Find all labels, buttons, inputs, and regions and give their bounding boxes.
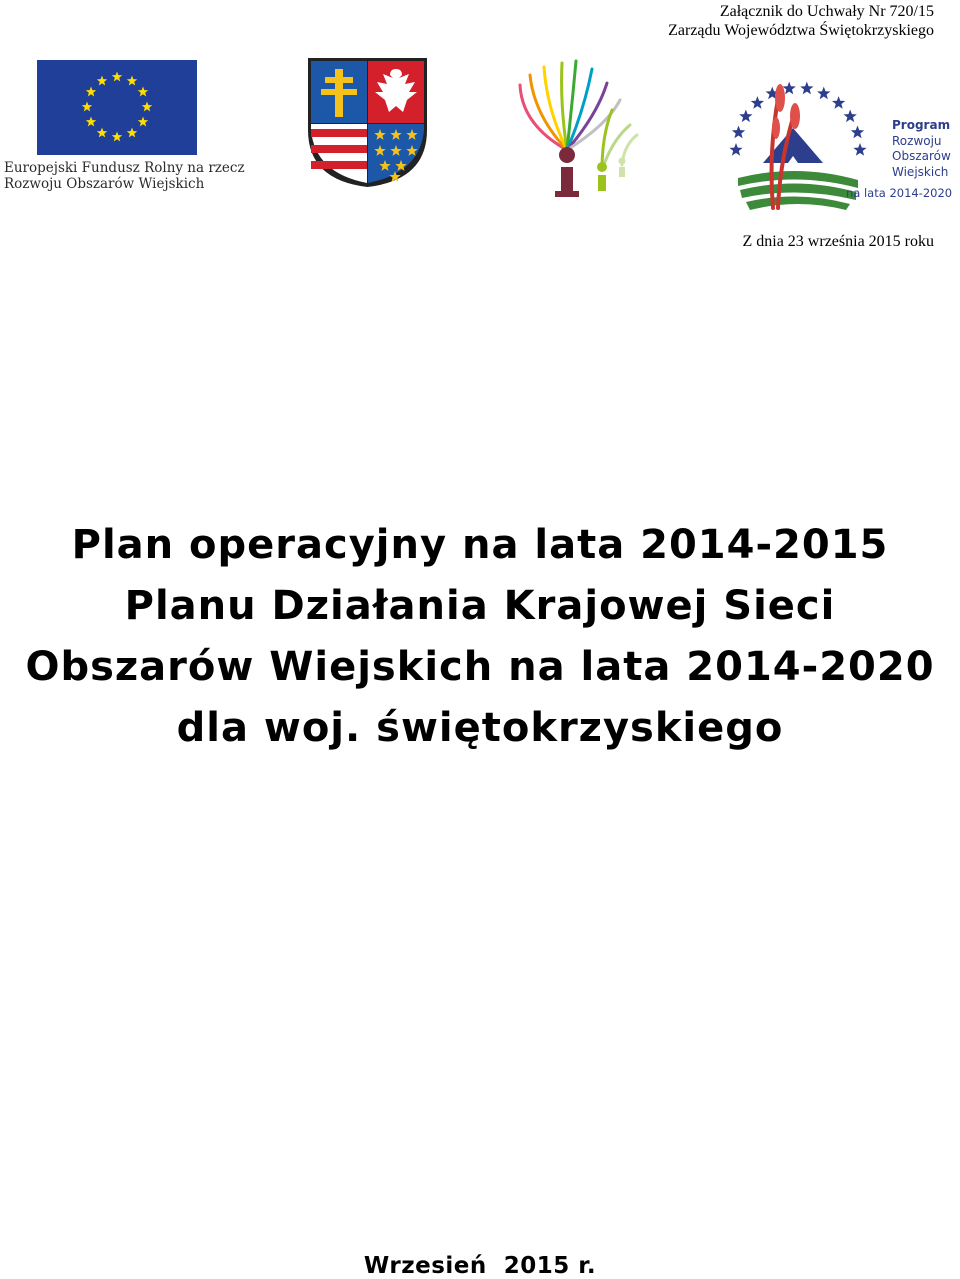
prow-word-rozwoju: Rozwoju (892, 133, 942, 148)
eu-caption (4, 160, 245, 192)
ksow-logo-icon (512, 55, 642, 200)
prow-star (853, 143, 866, 156)
document-title (0, 515, 960, 759)
eu-caption-line2: Rozwoju Obszarów Wiejskich (4, 176, 205, 192)
document-date: Z dnia 23 września 2015 roku (742, 233, 934, 250)
prow-word-program: Program (892, 118, 951, 132)
ksow-logo (512, 55, 642, 200)
title-line-4: dla woj. świętokrzyskiego (176, 705, 784, 751)
prow-star (800, 82, 813, 95)
prow-word-obszarow: Obszarów (892, 149, 951, 163)
prow-years: na lata 2014-2020 (846, 186, 953, 200)
title-line-2: Planu Działania Krajowej Sieci (124, 583, 836, 629)
swietokrzyskie-coat-of-arms-icon (305, 55, 430, 190)
prow-star (732, 126, 745, 139)
swietokrzyskie-logo (305, 55, 430, 190)
prow-star (739, 109, 752, 122)
title-line-3: Obszarów Wiejskich na lata 2014-2020 (25, 644, 935, 690)
title-line-1: Plan operacyjny na lata 2014-2015 (71, 522, 889, 568)
eu-flag-icon (37, 60, 197, 155)
prow-star (851, 126, 864, 139)
prow-star (844, 109, 857, 122)
prow-star (817, 87, 830, 100)
eu-caption-line1: Europejski Fundusz Rolny na rzecz (4, 160, 245, 176)
prow-text (892, 118, 951, 180)
attachment-note-line2: Zarządu Województwa Świętokrzyskiego (668, 22, 934, 39)
prow-word-wiejskich: Wiejskich (892, 164, 949, 179)
attachment-note-line1: Załącznik do Uchwały Nr 720/15 (719, 3, 934, 20)
prow-star (832, 96, 845, 109)
footer-date-text: Wrzesień 2015 r. (363, 1253, 597, 1279)
attachment-note (668, 2, 934, 40)
prow-star (751, 96, 764, 109)
footer-date (0, 1253, 960, 1279)
prow-star (729, 143, 742, 156)
